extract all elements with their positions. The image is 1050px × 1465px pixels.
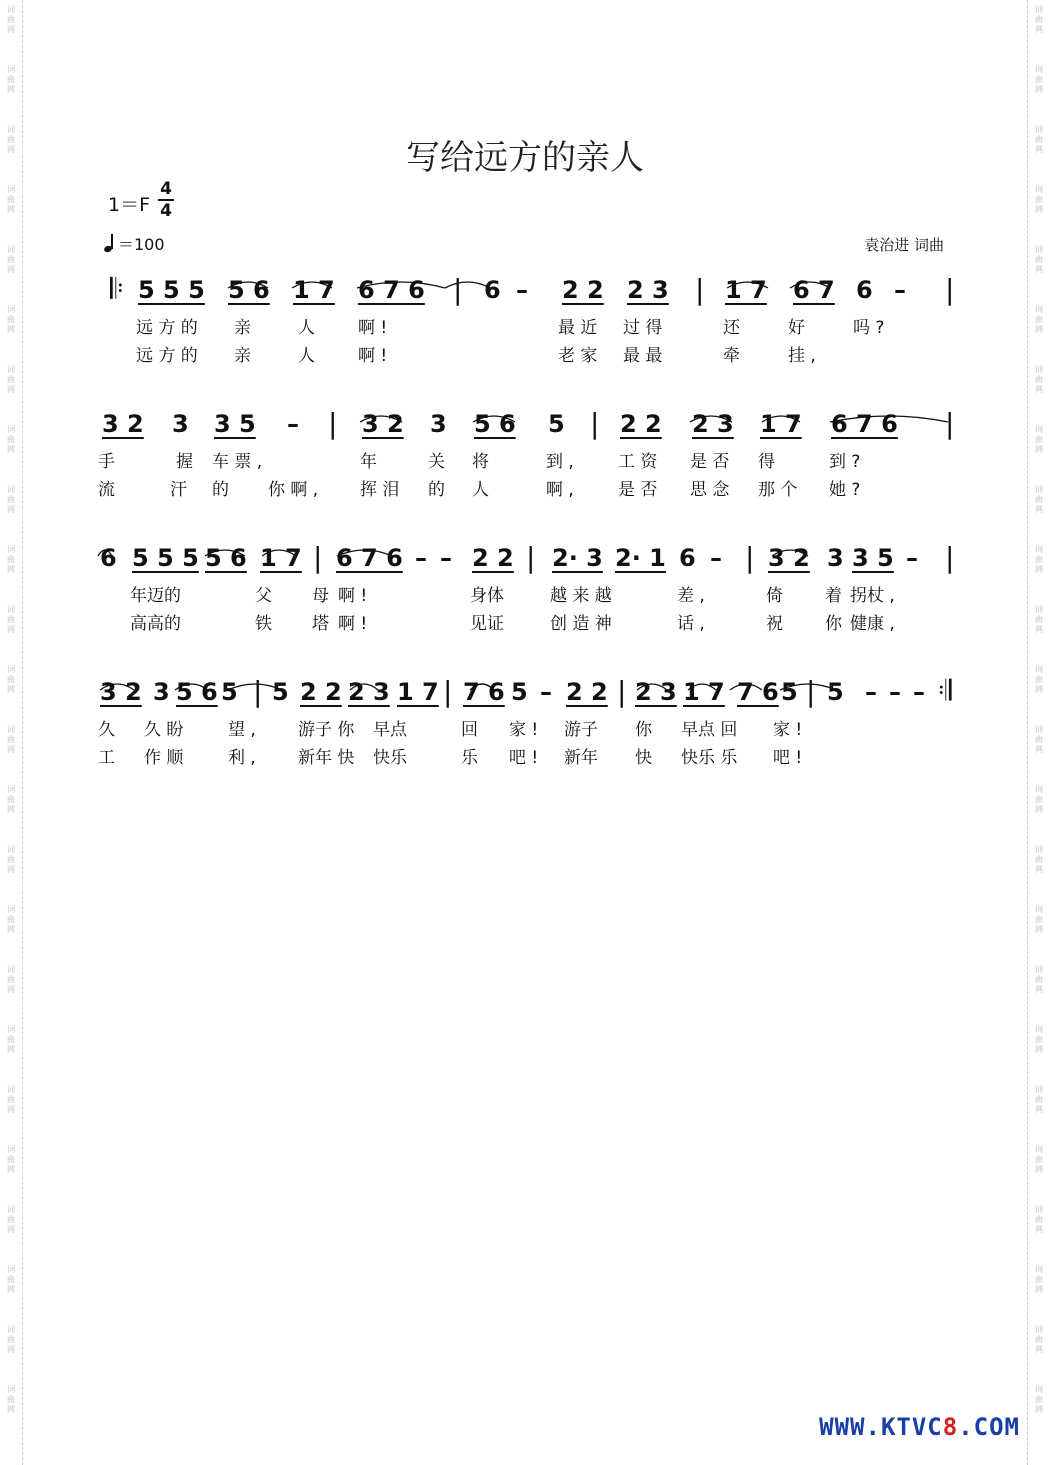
lyrics-verse-1	[98, 581, 958, 605]
barline: |	[453, 273, 463, 306]
lyrics-verse-2	[98, 743, 958, 767]
lyric-syllable: 得	[758, 452, 775, 472]
lyric-syllable: 快乐 乐	[681, 748, 738, 768]
lyric-syllable: 年迈的	[130, 586, 181, 606]
lyric-syllable: 啊 !	[358, 346, 388, 366]
barline: |	[945, 407, 955, 440]
lyric-syllable: 久 盼	[144, 720, 184, 740]
lyrics-verse-2	[98, 609, 958, 633]
note-group: 3 2	[768, 544, 810, 572]
lyric-syllable: 吧 !	[509, 748, 539, 768]
repeat-sign: 𝄇	[938, 674, 952, 707]
lyric-syllable: 健康 ,	[850, 614, 895, 634]
note-group: 3	[827, 544, 844, 572]
lyric-syllable: 远 方 的	[136, 318, 198, 338]
note-group: 3 2	[102, 410, 144, 438]
note-group: 2 3	[635, 678, 677, 706]
barline: |	[617, 675, 627, 708]
key-signature: 1＝F	[108, 194, 151, 216]
note-group: 3 5	[214, 410, 256, 438]
note-group: 5	[827, 678, 844, 706]
note-group: 2 2	[300, 678, 342, 706]
watermark-text: 词 曲 网	[7, 305, 15, 334]
lyric-syllable: 最 近	[558, 318, 598, 338]
lyric-syllable: 还	[723, 318, 740, 338]
note-group: 2 2	[562, 276, 604, 304]
watermark-text: 词 曲 网	[7, 605, 15, 634]
lyric-syllable: 快乐	[373, 748, 407, 768]
lyric-syllable: 早点 回	[681, 720, 738, 740]
dash-extension: –	[516, 276, 528, 304]
watermark-text: 词 曲 网	[1035, 725, 1043, 754]
watermark-text: 词 曲 网	[1035, 845, 1043, 874]
watermark-text: 词 曲 网	[7, 725, 15, 754]
lyric-syllable: 父	[255, 586, 272, 606]
quarter-note-icon	[104, 234, 118, 252]
lyric-syllable: 母	[312, 586, 329, 606]
song-title: 写给远方的亲人	[406, 138, 644, 178]
note-group: 5 5 5	[138, 276, 205, 304]
lyric-syllable: 最 最	[623, 346, 663, 366]
lyric-syllable: 工	[98, 748, 115, 768]
note-group: 3	[153, 678, 170, 706]
watermark-text: 词 曲 网	[1035, 1265, 1043, 1294]
note-group: 2 3	[348, 678, 390, 706]
lyric-syllable: 挥 泪	[360, 480, 400, 500]
watermark-text: 词 曲 网	[7, 1325, 15, 1354]
note-group: 2 2	[620, 410, 662, 438]
lyrics-verse-2	[98, 341, 958, 365]
watermark-text: 词 曲 网	[7, 1145, 15, 1174]
note-group: 1 7	[260, 544, 302, 572]
note-group: 5	[272, 678, 289, 706]
watermark-text: 词 曲 网	[7, 965, 15, 994]
lyric-syllable: 啊 ,	[546, 480, 574, 500]
lyric-syllable: 利 ,	[228, 748, 256, 768]
watermark-text: 词 曲 网	[7, 905, 15, 934]
note-group: 3 2	[100, 678, 142, 706]
tempo-value: ＝100	[118, 235, 165, 254]
lyric-syllable: 好	[788, 318, 805, 338]
note-group: 2· 3	[552, 544, 603, 572]
note-group: 5	[781, 678, 798, 706]
dash-extension: –	[894, 276, 906, 304]
note-group: 2 2	[472, 544, 514, 572]
watermark-text: 词 曲 网	[7, 1205, 15, 1234]
watermark-text: 词 曲 网	[1035, 665, 1043, 694]
lyric-syllable: 新年 快	[298, 748, 355, 768]
watermark-text: 词 曲 网	[1035, 425, 1043, 454]
watermark-text: 词 曲 网	[7, 785, 15, 814]
barline: |	[695, 273, 705, 306]
lyric-syllable: 流	[98, 480, 115, 500]
watermark-text: 词 曲 网	[1035, 1205, 1043, 1234]
note-group: 6	[484, 276, 501, 304]
dash-extension: –	[906, 544, 918, 572]
lyric-syllable: 车 票 ,	[212, 452, 263, 472]
watermark-text: 词 曲 网	[1035, 365, 1043, 394]
watermark-text: 词 曲 网	[1035, 5, 1043, 34]
repeat-sign: 𝄆	[110, 272, 124, 305]
lyric-syllable: 是 否	[690, 452, 730, 472]
lyric-syllable: 回	[461, 720, 478, 740]
watermark-text: 词 曲 网	[7, 485, 15, 514]
score-line	[0, 674, 1050, 838]
dash-extension: –	[710, 544, 722, 572]
note-group: 7 6	[463, 678, 505, 706]
time-signature-bottom: 4	[160, 201, 172, 221]
note-group: 3 2	[362, 410, 404, 438]
note-group: 5 6	[228, 276, 270, 304]
lyric-syllable: 远 方 的	[136, 346, 198, 366]
watermark-text: 词 曲 网	[1035, 1145, 1043, 1174]
watermark-text: 词 曲 网	[7, 1265, 15, 1294]
lyric-syllable: 思 念	[690, 480, 730, 500]
note-group: 3	[172, 410, 189, 438]
lyric-syllable: 着	[825, 586, 842, 606]
watermark-text: 词 曲 网	[7, 1385, 15, 1414]
notes-line	[100, 272, 955, 316]
note-group: 6 7 6	[336, 544, 403, 572]
watermark-text: 词 曲 网	[1035, 305, 1043, 334]
watermark-text: 词 曲 网	[7, 845, 15, 874]
lyric-syllable: 她 ?	[829, 480, 861, 500]
dash-extension: –	[889, 678, 901, 706]
watermark-text: 词 曲 网	[1035, 245, 1043, 274]
dash-extension: –	[913, 678, 925, 706]
lyric-syllable: 你	[825, 614, 842, 634]
note-group: 2 3	[692, 410, 734, 438]
lyric-syllable: 亲	[234, 346, 251, 366]
watermark-text: 词 曲 网	[1035, 1025, 1043, 1054]
lyrics-verse-1	[98, 715, 958, 739]
watermark-text: 词 曲 网	[7, 185, 15, 214]
lyric-syllable: 早点	[373, 720, 407, 740]
lyric-syllable: 话 ,	[677, 614, 705, 634]
watermark-text: 词 曲 网	[1035, 125, 1043, 154]
lyric-syllable: 挂 ,	[788, 346, 816, 366]
watermark-text: 词 曲 网	[1035, 1385, 1043, 1414]
watermark-text: 词 曲 网	[1035, 185, 1043, 214]
note-group: 1 7	[760, 410, 802, 438]
barline: |	[328, 407, 338, 440]
watermark-text: 词 曲 网	[1035, 1085, 1043, 1114]
lyric-syllable: 的	[212, 480, 229, 500]
lyric-syllable: 人	[298, 346, 315, 366]
watermark-text: 词 曲 网	[7, 245, 15, 274]
lyric-syllable: 吧 !	[773, 748, 803, 768]
lyric-syllable: 牵	[723, 346, 740, 366]
lyric-syllable: 过 得	[623, 318, 663, 338]
note-group: 2 2	[566, 678, 608, 706]
watermark-text: 词 曲 网	[1035, 905, 1043, 934]
lyric-syllable: 身体	[470, 586, 504, 606]
lyrics-verse-1	[98, 313, 958, 337]
lyric-syllable: 啊 !	[338, 614, 368, 634]
lyric-syllable: 游子 你	[298, 720, 355, 740]
note-group: 1 7	[683, 678, 725, 706]
lyric-syllable: 啊 !	[358, 318, 388, 338]
lyric-syllable: 手	[98, 452, 115, 472]
note-group: 6 7 6	[358, 276, 425, 304]
note-group: 3 5	[852, 544, 894, 572]
dash-extension: –	[440, 544, 452, 572]
barline: |	[745, 541, 755, 574]
lyric-syllable: 到 ,	[546, 452, 574, 472]
note-group: 1 7	[397, 678, 439, 706]
note-group: 5 6	[474, 410, 516, 438]
lyric-syllable: 吗 ?	[853, 318, 885, 338]
note-group: 5	[548, 410, 565, 438]
lyric-syllable: 那 个	[758, 480, 798, 500]
notes-line	[100, 541, 955, 584]
lyric-syllable: 亲	[234, 318, 251, 338]
notes-line	[100, 674, 952, 718]
note-group: 2· 1	[615, 544, 666, 572]
dash-extension: –	[287, 410, 299, 438]
tempo-marking	[104, 232, 165, 255]
watermark-text: 词 曲 网	[7, 665, 15, 694]
lyric-syllable: 握	[176, 452, 193, 472]
lyric-syllable: 工 资	[618, 452, 658, 472]
note-group: 6	[679, 544, 696, 572]
lyric-syllable: 见证	[470, 614, 504, 634]
lyric-syllable: 家 !	[509, 720, 539, 740]
barline: |	[526, 541, 536, 574]
note-group: 5	[221, 678, 238, 706]
lyric-syllable: 久	[98, 720, 115, 740]
lyrics-verse-1	[98, 447, 958, 471]
barline: |	[945, 541, 955, 574]
note-group: 7 6	[737, 678, 779, 706]
note-group: 1 7	[293, 276, 335, 304]
note-group: 3	[430, 410, 447, 438]
lyric-syllable: 新年	[564, 748, 598, 768]
note-group: 2 3	[627, 276, 669, 304]
note-group: 5 6	[176, 678, 218, 706]
lyric-syllable: 高高的	[130, 614, 181, 634]
barline: |	[443, 675, 453, 708]
watermark-text: 词 曲 网	[7, 425, 15, 454]
time-signature	[158, 180, 174, 220]
barline: |	[313, 541, 323, 574]
lyric-syllable: 快	[635, 748, 652, 768]
lyric-syllable: 差 ,	[677, 586, 705, 606]
composer-credit: 袁治进 词曲	[864, 236, 944, 254]
dash-extension: –	[865, 678, 877, 706]
watermark-text: 词 曲 网	[1035, 545, 1043, 574]
watermark-text: 词 曲 网	[1035, 605, 1043, 634]
note-group: 6 7 6	[831, 410, 898, 438]
lyric-syllable: 的	[428, 480, 445, 500]
notes-line	[100, 407, 955, 450]
watermark-text: 词 曲 网	[7, 65, 15, 94]
lyric-syllable: 倚	[766, 586, 783, 606]
lyric-syllable: 你	[635, 720, 652, 740]
lyric-syllable: 将	[472, 452, 489, 472]
lyrics-verse-2	[98, 475, 958, 499]
barline: |	[945, 273, 955, 306]
watermark-text: 词 曲 网	[7, 545, 15, 574]
lyric-syllable: 乐	[461, 748, 478, 768]
barline: |	[806, 675, 816, 708]
dash-extension: –	[540, 678, 552, 706]
note-group: 5 5 5	[132, 544, 199, 572]
lyric-syllable: 拐杖 ,	[850, 586, 895, 606]
watermark-text: 词 曲 网	[1035, 485, 1043, 514]
lyric-syllable: 汗	[170, 480, 187, 500]
website-logo: WWW.KTVC8.COM	[819, 1413, 1020, 1441]
lyric-syllable: 老 家	[558, 346, 598, 366]
watermark-text: 词 曲 网	[7, 365, 15, 394]
watermark-text: 词 曲 网	[1035, 65, 1043, 94]
lyric-syllable: 塔	[312, 614, 329, 634]
lyric-syllable: 越 来 越	[550, 586, 612, 606]
lyric-syllable: 游子	[564, 720, 598, 740]
note-group: 1 7	[725, 276, 767, 304]
watermark-text: 词 曲 网	[1035, 965, 1043, 994]
watermark-text: 词 曲 网	[7, 125, 15, 154]
lyric-syllable: 是 否	[618, 480, 658, 500]
watermark-text: 词 曲 网	[1035, 785, 1043, 814]
lyric-syllable: 关	[428, 452, 445, 472]
lyric-syllable: 祝	[766, 614, 783, 634]
dash-extension: –	[415, 544, 427, 572]
note-group: 6	[856, 276, 873, 304]
barline: |	[253, 675, 263, 708]
lyric-syllable: 铁	[255, 614, 272, 634]
lyric-syllable: 人	[472, 480, 489, 500]
watermark-text: 词 曲 网	[7, 5, 15, 34]
lyric-syllable: 作 顺	[144, 748, 184, 768]
time-signature-top: 4	[160, 179, 172, 199]
lyric-syllable: 创 造 神	[550, 614, 612, 634]
barline: |	[590, 407, 600, 440]
lyric-syllable: 到 ?	[829, 452, 861, 472]
note-group: 5 6	[205, 544, 247, 572]
note-group: 6	[100, 544, 117, 572]
lyric-syllable: 年	[360, 452, 377, 472]
watermark-text: 词 曲 网	[7, 1085, 15, 1114]
lyric-syllable: 望 ,	[228, 720, 256, 740]
watermark-text: 词 曲 网	[7, 1025, 15, 1054]
watermark-text: 词 曲 网	[1035, 1325, 1043, 1354]
lyric-syllable: 啊 !	[338, 586, 368, 606]
lyric-syllable: 家 !	[773, 720, 803, 740]
lyric-syllable: 你 啊 ,	[268, 480, 319, 500]
lyric-syllable: 人	[298, 318, 315, 338]
note-group: 5	[511, 678, 528, 706]
note-group: 6 7	[793, 276, 835, 304]
